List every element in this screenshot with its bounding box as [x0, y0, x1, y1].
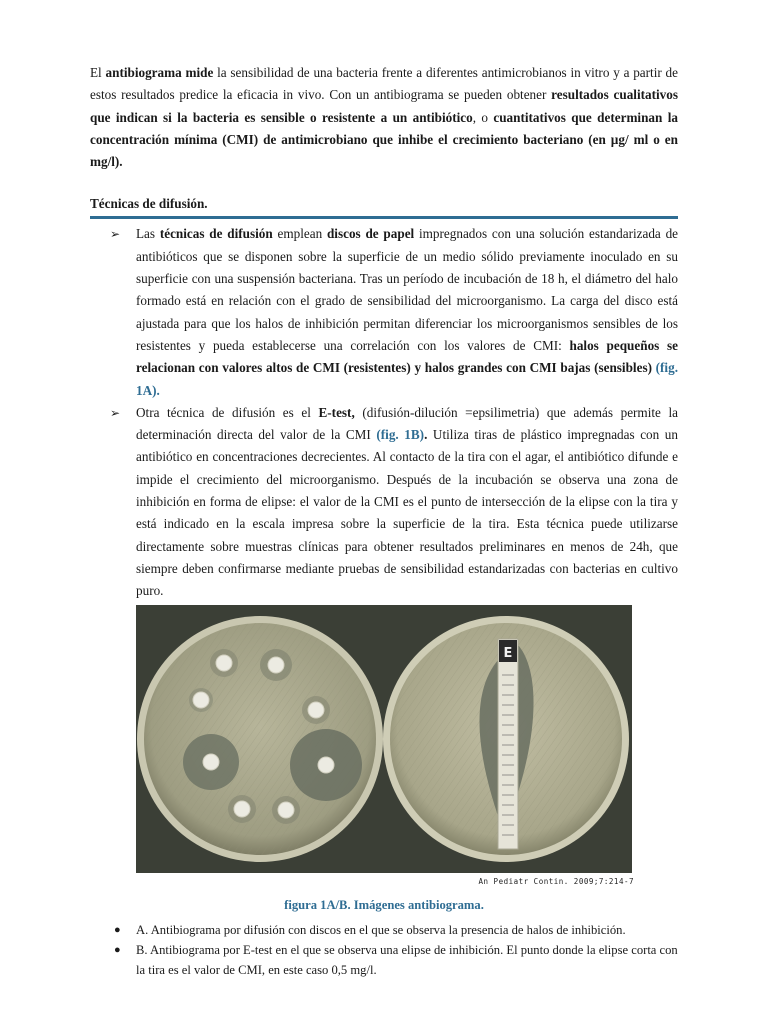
fig-1b-reference[interactable]: (fig. 1B) [376, 427, 425, 443]
section-rule [90, 216, 678, 219]
antibiotic-disc [203, 754, 219, 770]
caption-bullet-list [90, 920, 678, 980]
etest-strip [498, 639, 518, 849]
antibiotic-disc [308, 702, 324, 718]
figure-credit: An Pediatr Contin. 2009;7:214-7 [478, 876, 634, 886]
antibiotic-disc [278, 802, 294, 818]
antibiotic-disc [193, 692, 209, 708]
antibiotic-disc [318, 757, 334, 773]
antibiogram-photo [136, 605, 632, 873]
list-item-disc-diffusion: ➢ Las técnicas de difusión emplean discos de papel impregnados con una solución estandarizada de antibióticos que se disponen sobre la superficie de un medio sólido previamente inoculado en su superficie con una suspensión bacteriana. Tras un período de incubación de 18 h, el diámetro del halo formado está en relación con el grado de sensibilidad del microorganismo. La carga del disco está ajustada para que los halos de inhibición permitan diferenciar los microorganismos sensibles de los resistentes y pueda establecerse una correlación con los valores de CMI: halos pequeños se relacionan con valores altos de CMI (resistentes) y halos grandes con CMI bajas (sensibles) (fig. 1A). [90, 223, 678, 401]
figure-caption: figura 1A/B. Imágenes antibiograma. [284, 897, 484, 912]
petri-dishes-illustration [136, 605, 632, 873]
techniques-list [90, 223, 678, 602]
plate-a [137, 616, 383, 862]
bullet-dot-icon: ● [114, 923, 121, 936]
document-page [90, 62, 678, 980]
arrow-bullet-icon: ➢ [110, 405, 121, 420]
fig-1a-reference[interactable]: (fig. 1A). [136, 360, 678, 398]
antibiotic-disc [234, 801, 250, 817]
intro-paragraph: El antibiograma mide la sensibilidad de una bacteria frente a diferentes antimicrobianos in vitro y a partir de estos resultados predice la eficacia in vivo. Con un antibiograma se pueden obtener resultados cualitativos que indican si la bacteria es sensible o resistente a un antibiótico, o cuantitativos que determinan la concentración mínima (CMI) de antimicrobiano que inhibe el crecimiento bacteriano (en µg/ ml o en mg/l). [90, 65, 678, 170]
list-item-etest: ➢ Otra técnica de difusión es el E-test, (difusión-dilución =epsilimetria) que además permite la determinación directa del valor de la CMI (fig. 1B). Utiliza tiras de plástico impregnadas con un antibiótico en concentraciones decrecientes. Al contacto de la tira con el agar, el antibiótico difunde e impide el crecimiento del microorganismo. Después de la incubación se observa una zona de inhibición en forma de elipse: el valor de la CMI es el punto de intersección de la elipse con la tira y está indicado en la escala impresa sobre la superficie de la tira. Esta técnica puede utilizarse directamente sobre muestras clínicas para obtener resultados preliminares en menos de 24h, que siempre deben confirmarse mediante pruebas de sensibilidad estandarizadas con bacterias en cultivo puro. [90, 402, 678, 603]
antibiotic-disc [268, 657, 284, 673]
plate-b [383, 616, 629, 862]
list-item: ● A. Antibiograma por difusión con discos en el que se observa la presencia de halos de inhibición. [90, 920, 678, 940]
section-heading: Técnicas de difusión. [90, 196, 208, 212]
antibiotic-disc [216, 655, 232, 671]
list-item: ● B. Antibiograma por E-test en el que se observa una elipse de inhibición. El punto donde la elipse corta con la tira es el valor de CMI, en este caso 0,5 mg/l. [90, 940, 678, 980]
bullet-dot-icon: ● [114, 943, 121, 956]
etest-strip-label: E [503, 645, 513, 661]
arrow-bullet-icon: ➢ [110, 227, 121, 242]
